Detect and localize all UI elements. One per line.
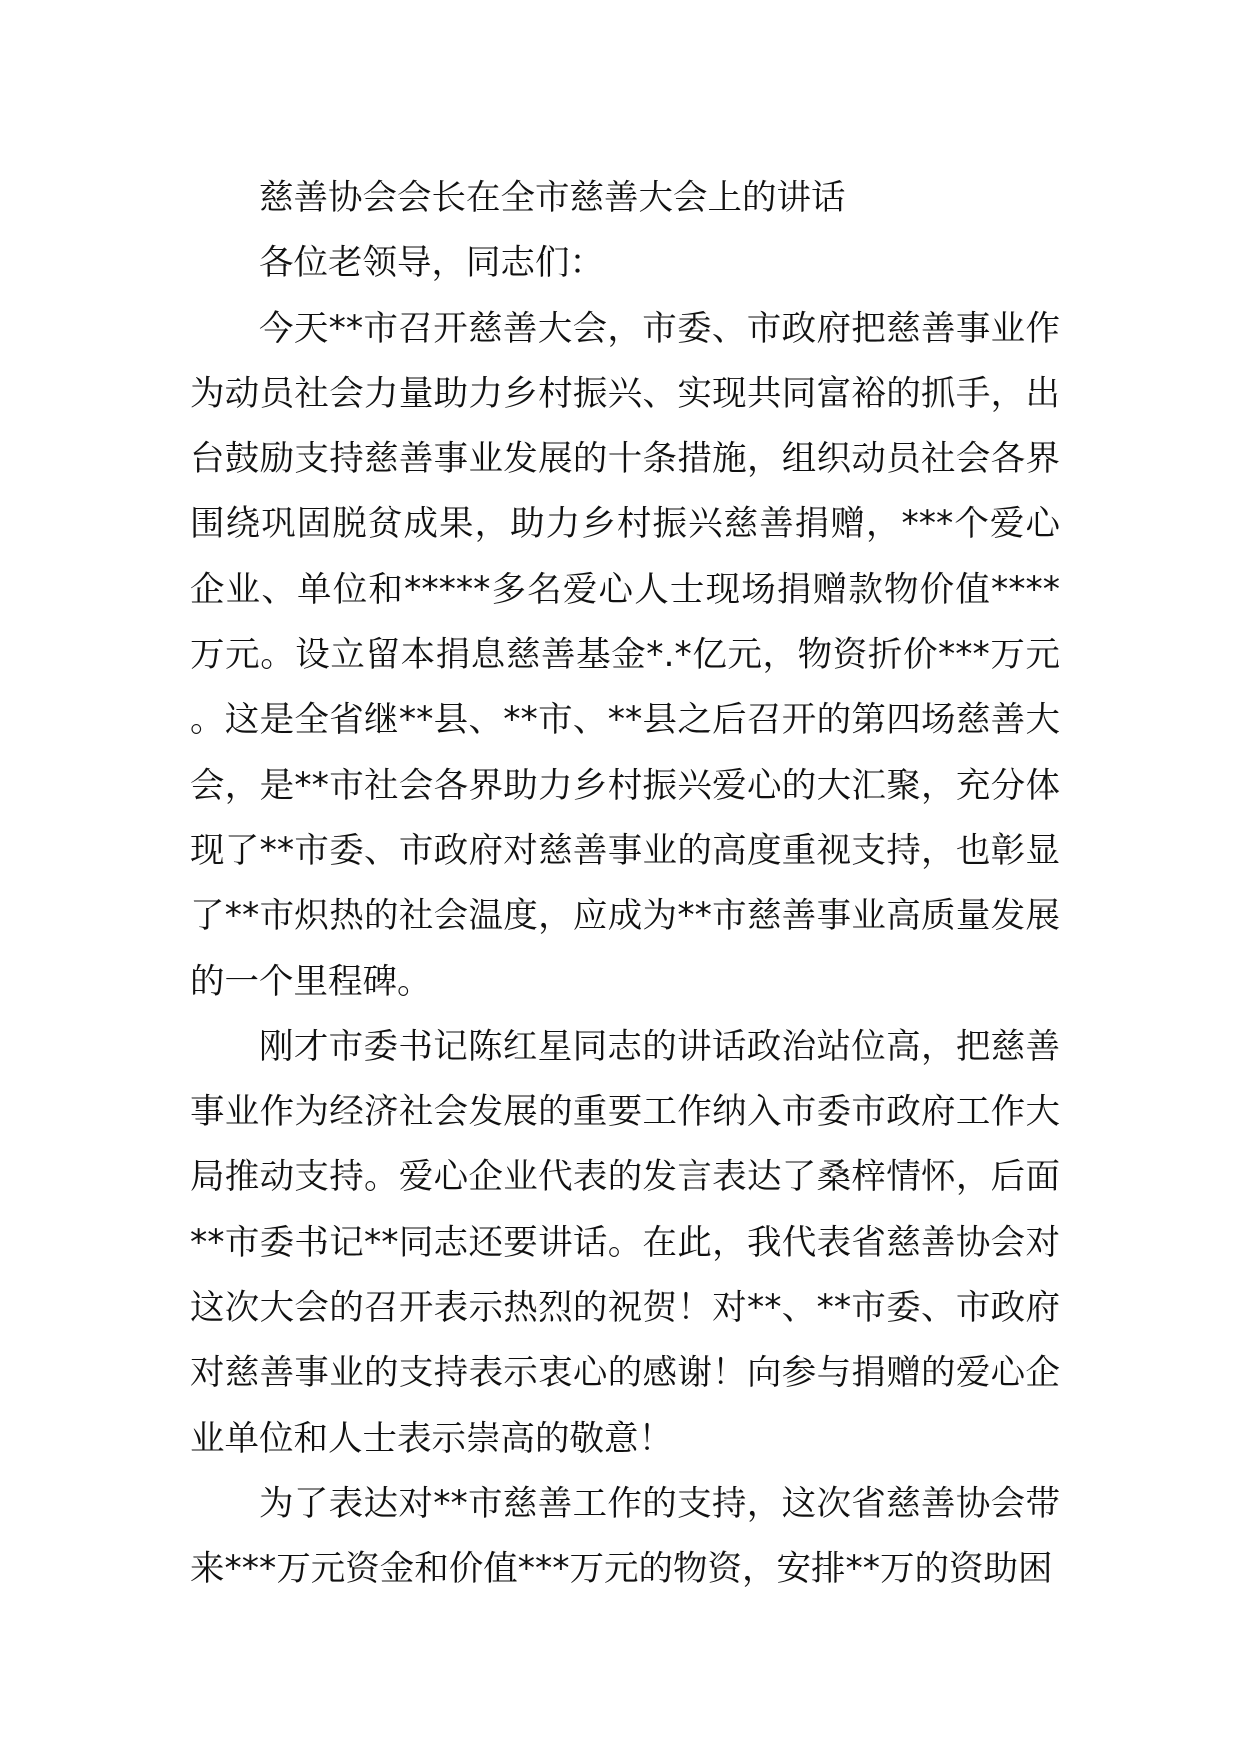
- paragraph: 今天**市召开慈善大会，市委、市政府把慈善事业作为动员社会力量助力乡村振兴、实现共同富裕的抓手，出台鼓励支持慈善事业发展的十条措施，组织动员社会各界围绕巩固脱贫成果，助力乡村振兴慈善捐赠，***个爱心企业、单位和*****多名爱心人士现场捐赠款物价值****万元。设立留本捐息慈善基金*.*亿元，物资折价***万元。这是全省继**县、**市、**县之后召开的第四场慈善大会，是**市社会各界助力乡村振兴爱心的大汇聚，充分体现了**市委、市政府对慈善事业的高度重视支持，也彰显了**市炽热的社会温度，应成为**市慈善事业高质量发展的一个里程碑。: [190, 308, 1060, 1002]
- speech-title: 慈善协会会长在全市慈善大会上的讲话: [259, 178, 846, 218]
- paragraph: 刚才市委书记陈红星同志的讲话政治站位高，把慈善事业作为经济社会发展的重要工作纳入市委市政府工作大局推动支持。爱心企业代表的发言表达了桑梓情怀，后面**市委书记**同志还要讲话。在此，我代表省慈善协会对这次大会的召开表示热烈的祝贺！对**、**市委、市政府对慈善事业的支持表示衷心的感谢！向参与捐赠的爱心企业单位和人士表示崇高的敬意！: [190, 1026, 1060, 1459]
- document-body: [190, 166, 1060, 1603]
- paragraph: 为了表达对**市慈善工作的支持，这次省慈善协会带来***万元资金和价值***万元的物资，安排**万的资助困: [190, 1483, 1060, 1590]
- salutation: 各位老领导，同志们：: [259, 243, 604, 284]
